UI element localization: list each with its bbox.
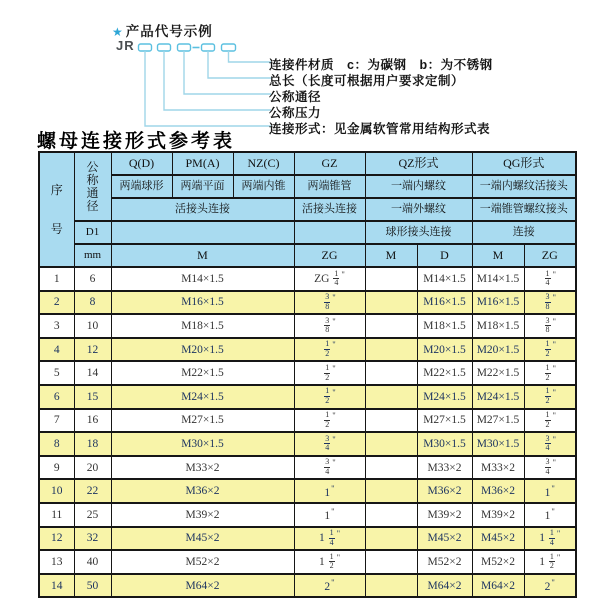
inch-mark: " xyxy=(336,528,341,539)
cell-qz-d: M30×1.5 xyxy=(417,432,472,456)
fraction-value: $\frac{1}{2}$ xyxy=(545,410,550,429)
cell-no: 12 xyxy=(39,527,74,551)
connector-line-4 xyxy=(208,51,271,78)
inch-mark: " xyxy=(556,551,561,562)
cell-gz xyxy=(294,432,365,456)
cell-dn: 25 xyxy=(74,503,111,527)
fraction-value: $\frac{3}{8}$ xyxy=(325,315,330,335)
header-qz-u2: D xyxy=(417,244,472,267)
header-dn: 公 称 通 径 xyxy=(74,152,111,221)
cell-gz xyxy=(294,291,365,315)
cell-m: M18×1.5 xyxy=(111,314,294,338)
cell-qz-m xyxy=(365,574,417,598)
header-qg-desc: 一端内螺纹活接头 xyxy=(472,175,576,198)
inch-mark: " xyxy=(552,292,556,303)
code-box-1 xyxy=(139,44,152,51)
cell-qg-zg xyxy=(524,432,576,456)
cell-qg-zg: 1" xyxy=(524,479,576,503)
header-q-code: Q(D) xyxy=(111,152,172,175)
cell-gz xyxy=(294,361,365,385)
cell-m: M30×1.5 xyxy=(111,432,294,456)
table-row xyxy=(39,432,576,456)
cell-qg-m: M22×1.5 xyxy=(472,361,524,385)
cell-qz-d: M18×1.5 xyxy=(417,314,472,338)
connector-line-2 xyxy=(164,51,271,110)
cell-gz: 1 $\frac{1}{4}$ " xyxy=(294,527,365,551)
cell-dn: 18 xyxy=(74,432,111,456)
cell-m: M16×1.5 xyxy=(111,291,294,315)
cell-m: M33×2 xyxy=(111,456,294,480)
table-row xyxy=(39,267,576,291)
fraction-value: $\frac{1}{2}$ xyxy=(325,410,330,429)
cell-dn: 12 xyxy=(74,338,111,362)
table-row xyxy=(39,291,576,315)
diagram-title-text: 产品代号示例 xyxy=(125,24,213,39)
cell-gz: 2" xyxy=(294,574,365,598)
fraction-value: $\frac{1}{2}$ xyxy=(325,362,330,382)
cell-qg-zg xyxy=(524,361,576,385)
cell-m: M22×1.5 xyxy=(111,361,294,385)
cell-no: 6 xyxy=(39,385,74,409)
cell-no: 3 xyxy=(39,314,74,338)
cell-gz xyxy=(294,338,365,362)
cell-qg-zg xyxy=(524,314,576,338)
fraction-value: $\frac{3}{4}$ xyxy=(545,433,550,453)
code-label-material: 连接件材质 c：为碳钢 b：为不锈钢 xyxy=(269,58,493,72)
fraction-value: $\frac{1}{2}$ xyxy=(545,386,550,406)
inch-mark: " xyxy=(332,433,336,444)
inch-mark: " xyxy=(332,457,336,468)
connector-line-3 xyxy=(184,51,271,94)
cell-dn: 15 xyxy=(74,385,111,409)
table-row xyxy=(39,314,576,338)
cell-qg-m: M24×1.5 xyxy=(472,385,524,409)
header-union-row: 活接头连接 xyxy=(111,198,294,221)
header-qg-u1: M xyxy=(472,244,524,267)
cell-dn: 10 xyxy=(74,314,111,338)
header-empty-gz xyxy=(294,221,365,244)
code-label-diameter: 公称通径 xyxy=(269,90,322,104)
diagram-title xyxy=(112,20,213,40)
header-qz-row4: 球形接头连接 xyxy=(365,221,472,244)
cell-dn: 16 xyxy=(74,409,111,433)
header-qg-u2: ZG xyxy=(524,244,576,267)
inch-mark: " xyxy=(331,577,335,588)
cell-qg-zg: 2" xyxy=(524,574,576,598)
cell-gz xyxy=(294,409,365,433)
header-gz-row3: 活接头连接 xyxy=(294,198,365,221)
cell-m: M39×2 xyxy=(111,503,294,527)
cell-m: M36×2 xyxy=(111,479,294,503)
cell-qz-m xyxy=(365,314,417,338)
code-box-3 xyxy=(178,44,191,51)
inch-mark: " xyxy=(552,315,556,326)
cell-gz: 1" xyxy=(294,503,365,527)
cell-gz xyxy=(294,456,365,480)
cell-m: M14×1.5 xyxy=(111,267,294,291)
table-title: 螺母连接形式参考表 xyxy=(37,131,236,152)
cell-qz-m xyxy=(365,550,417,574)
cell-qz-d: M16×1.5 xyxy=(417,291,472,315)
cell-qg-zg xyxy=(524,456,576,480)
cell-qz-m xyxy=(365,385,417,409)
fraction-value: $\frac{3}{8}$ xyxy=(545,315,550,335)
inch-mark: " xyxy=(331,506,335,517)
header-qz-code: QZ形式 xyxy=(365,152,472,175)
cell-qg-m: M14×1.5 xyxy=(472,267,524,291)
inch-mark: " xyxy=(336,551,341,562)
cell-qz-d: M24×1.5 xyxy=(417,385,472,409)
cell-no: 7 xyxy=(39,409,74,433)
table-row xyxy=(39,456,576,480)
cell-qz-m xyxy=(365,409,417,433)
fraction-value: $\frac{1}{4}$ xyxy=(549,528,554,547)
cell-gz: 1 $\frac{1}{2}$ " xyxy=(294,550,365,574)
header-gz-unit: ZG xyxy=(294,244,365,267)
cell-qz-d: M45×2 xyxy=(417,527,472,551)
cell-no: 4 xyxy=(39,338,74,362)
cell-qg-m: M27×1.5 xyxy=(472,409,524,433)
cell-m: M24×1.5 xyxy=(111,385,294,409)
inch-mark: " xyxy=(552,433,556,444)
header-gz-code: GZ xyxy=(294,152,365,175)
inch-mark: " xyxy=(331,482,335,493)
fraction-value: $\frac{1}{2}$ xyxy=(325,386,330,406)
table-row xyxy=(39,361,576,385)
fraction-value: $\frac{1}{2}$ xyxy=(545,339,550,359)
header-pm-desc: 两端平面 xyxy=(172,175,233,198)
cell-m: M64×2 xyxy=(111,574,294,598)
header-empty-mid xyxy=(111,221,294,244)
inch-mark: " xyxy=(332,339,336,350)
header-qz-desc: 一端内螺纹 xyxy=(365,175,472,198)
inch-mark: " xyxy=(332,386,336,397)
code-prefix: JR xyxy=(116,38,135,53)
cell-qg-zg xyxy=(524,267,576,291)
header-mm: mm xyxy=(74,244,111,267)
fraction-value: $\frac{1}{2}$ xyxy=(329,551,334,571)
cell-gz: 1" xyxy=(294,479,365,503)
cell-no: 14 xyxy=(39,574,74,598)
header-d1: D1 xyxy=(74,221,111,244)
cell-qz-d: M14×1.5 xyxy=(417,267,472,291)
cell-qz-d: M27×1.5 xyxy=(417,409,472,433)
cell-qg-zg xyxy=(524,291,576,315)
cell-no: 10 xyxy=(39,479,74,503)
cell-qz-d: M39×2 xyxy=(417,503,472,527)
header-qg-row3: 一端锥管螺纹接头 xyxy=(472,198,576,221)
cell-qg-m: M52×2 xyxy=(472,550,524,574)
table-row xyxy=(39,574,576,598)
code-label-pressure: 公称压力 xyxy=(269,106,322,120)
inch-mark: " xyxy=(552,457,556,468)
cell-no: 1 xyxy=(39,267,74,291)
cell-qz-m xyxy=(365,361,417,385)
header-nz-desc: 两端内锥 xyxy=(233,175,294,198)
cell-qg-m: M64×2 xyxy=(472,574,524,598)
table-row xyxy=(39,527,576,551)
inch-mark: " xyxy=(332,362,336,373)
cell-dn: 40 xyxy=(74,550,111,574)
cell-qg-m: M16×1.5 xyxy=(472,291,524,315)
fraction-value: $\frac{3}{8}$ xyxy=(545,292,550,311)
table-row xyxy=(39,479,576,503)
cell-qg-m: M39×2 xyxy=(472,503,524,527)
table-row xyxy=(39,385,576,409)
cell-gz xyxy=(294,385,365,409)
cell-qz-d: M36×2 xyxy=(417,479,472,503)
cell-qz-m xyxy=(365,338,417,362)
fraction-value: $\frac{3}{8}$ xyxy=(325,292,330,311)
cell-no: 13 xyxy=(39,550,74,574)
fraction-value: $\frac{1}{2}$ xyxy=(549,551,554,571)
cell-qz-d: M20×1.5 xyxy=(417,338,472,362)
code-box-2 xyxy=(158,44,171,51)
cell-no: 11 xyxy=(39,503,74,527)
fraction-value: $\frac{1}{4}$ xyxy=(545,268,550,288)
cell-dn: 14 xyxy=(74,361,111,385)
cell-no: 8 xyxy=(39,432,74,456)
cell-dn: 50 xyxy=(74,574,111,598)
header-nz-code: NZ(C) xyxy=(233,152,294,175)
cell-gz: ZG $\frac{1}{4}$ " xyxy=(294,267,365,291)
cell-gz xyxy=(294,314,365,338)
inch-mark: " xyxy=(556,528,561,539)
cell-dn: 22 xyxy=(74,479,111,503)
header-m-unit: M xyxy=(111,244,294,267)
cell-m: M52×2 xyxy=(111,550,294,574)
cell-m: M45×2 xyxy=(111,527,294,551)
inch-mark: " xyxy=(552,386,556,397)
code-boxes-diagram xyxy=(130,41,271,131)
cell-qg-m: M45×2 xyxy=(472,527,524,551)
cell-m: M27×1.5 xyxy=(111,409,294,433)
cell-qz-d: M22×1.5 xyxy=(417,361,472,385)
cell-qg-zg xyxy=(524,385,576,409)
fraction-value: $\frac{3}{4}$ xyxy=(325,433,330,453)
header-qz-row3: 一端外螺纹 xyxy=(365,198,472,221)
cell-qz-m xyxy=(365,479,417,503)
fraction-value: $\frac{3}{4}$ xyxy=(325,457,330,477)
cell-dn: 20 xyxy=(74,456,111,480)
cell-qz-d: M64×2 xyxy=(417,574,472,598)
table-body xyxy=(39,267,576,597)
cell-qz-d: M52×2 xyxy=(417,550,472,574)
cell-qg-zg: 1 $\frac{1}{2}$ " xyxy=(524,550,576,574)
cell-qg-m: M18×1.5 xyxy=(472,314,524,338)
cell-m: M20×1.5 xyxy=(111,338,294,362)
inch-mark: " xyxy=(551,577,555,588)
cell-qg-m: M33×2 xyxy=(472,456,524,480)
cell-no: 5 xyxy=(39,361,74,385)
nut-connection-table xyxy=(38,151,577,598)
header-pm-code: PM(A) xyxy=(172,152,233,175)
inch-mark: " xyxy=(552,268,556,279)
fraction-value: $\frac{1}{4}$ xyxy=(329,528,334,547)
code-label-length: 总长（长度可根据用户要求定制） xyxy=(269,74,465,88)
fraction-value: $\frac{1}{4}$ xyxy=(334,268,339,288)
cell-qg-zg: 1" xyxy=(524,503,576,527)
header-qz-u1: M xyxy=(365,244,417,267)
cell-qz-m xyxy=(365,503,417,527)
table-row xyxy=(39,503,576,527)
table-row xyxy=(39,409,576,433)
code-box-4 xyxy=(202,44,215,51)
inch-mark: " xyxy=(341,268,345,279)
fraction-value: $\frac{1}{2}$ xyxy=(545,362,550,382)
cell-dn: 32 xyxy=(74,527,111,551)
fraction-value: $\frac{1}{2}$ xyxy=(325,339,330,359)
header-gz-desc: 两端锥管 xyxy=(294,175,365,198)
cell-qz-d: M33×2 xyxy=(417,456,472,480)
table-row xyxy=(39,550,576,574)
header-qg-code: QG形式 xyxy=(472,152,576,175)
cell-qz-m xyxy=(365,432,417,456)
inch-mark: " xyxy=(332,292,336,303)
inch-mark: " xyxy=(332,410,336,421)
connector-line-5 xyxy=(229,51,272,62)
cell-qg-m: M36×2 xyxy=(472,479,524,503)
cell-dn: 6 xyxy=(74,267,111,291)
cell-qz-m xyxy=(365,267,417,291)
cell-qg-m: M30×1.5 xyxy=(472,432,524,456)
star-icon: ★ xyxy=(112,25,124,39)
code-box-5 xyxy=(222,44,236,51)
header-q-desc: 两端球形 xyxy=(111,175,172,198)
cell-qz-m xyxy=(365,291,417,315)
header-qg-row4: 连接 xyxy=(472,221,576,244)
cell-dn: 8 xyxy=(74,291,111,315)
header-seq: 序 号 xyxy=(39,152,74,267)
cell-qg-m: M20×1.5 xyxy=(472,338,524,362)
cell-no: 2 xyxy=(39,291,74,315)
table-row xyxy=(39,338,576,362)
cell-qz-m xyxy=(365,527,417,551)
inch-mark: " xyxy=(552,362,556,373)
cell-qz-m xyxy=(365,456,417,480)
cell-qg-zg xyxy=(524,409,576,433)
cell-qg-zg: 1 $\frac{1}{4}$ " xyxy=(524,527,576,551)
code-label-connection: 连接形式：见金属软管常用结构形式表 xyxy=(269,122,491,136)
inch-mark: " xyxy=(332,315,336,326)
table-header xyxy=(39,152,576,267)
inch-mark: " xyxy=(552,410,556,421)
cell-no: 9 xyxy=(39,456,74,480)
inch-mark: " xyxy=(551,482,555,493)
fraction-value: $\frac{3}{4}$ xyxy=(545,457,550,477)
cell-qg-zg xyxy=(524,338,576,362)
inch-mark: " xyxy=(552,339,556,350)
inch-mark: " xyxy=(551,506,555,517)
